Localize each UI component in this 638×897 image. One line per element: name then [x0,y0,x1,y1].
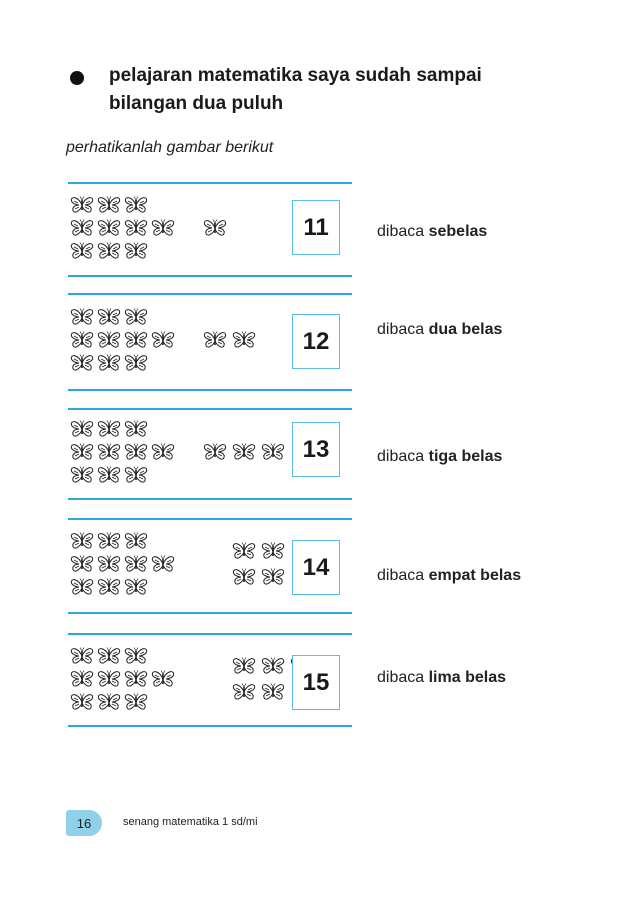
butterfly-icon [70,532,94,550]
reading-prefix: dibaca [377,669,425,686]
butterfly-group [68,633,288,728]
butterfly-icon [124,420,148,438]
reading-word: dua belas [428,321,503,338]
butterfly-icon [124,354,148,372]
number-reading [377,669,506,687]
reading-word: empat belas [428,567,522,584]
butterfly-icon [124,647,148,665]
number-row-15 [68,633,352,728]
butterfly-icon [124,331,148,349]
reading-prefix: dibaca [377,321,425,338]
page-number-badge [66,810,102,836]
butterfly-group [68,293,288,391]
page-number: 16 [76,815,92,831]
butterfly-icon [70,354,94,372]
butterfly-icon [70,196,94,214]
number-box: 12 [292,314,340,369]
butterfly-icon [97,219,121,237]
page-heading [109,62,482,118]
reading-prefix: dibaca [377,448,425,465]
butterfly-icon [97,196,121,214]
butterfly-icon [70,331,94,349]
butterfly-icon [97,242,121,260]
butterfly-icon [70,693,94,711]
butterfly-icon [124,308,148,326]
butterfly-icon [124,443,148,461]
butterfly-icon [70,466,94,484]
number-box: 11 [292,200,340,255]
butterfly-group [68,182,288,278]
butterfly-icon [70,578,94,596]
butterfly-icon [124,219,148,237]
butterfly-icon [97,443,121,461]
instruction-text: perhatikanlah gambar berikut [66,139,274,156]
butterfly-icon [124,578,148,596]
butterfly-group [68,518,288,614]
butterfly-icon [70,670,94,688]
number-reading [377,448,502,466]
butterfly-icon [203,331,227,349]
butterfly-icon [70,443,94,461]
butterfly-icon [97,693,121,711]
number-box: 14 [292,540,340,595]
butterfly-icon [70,219,94,237]
number-reading [377,321,502,339]
butterfly-icon [232,443,256,461]
butterfly-icon [97,647,121,665]
butterfly-icon [151,555,175,573]
butterfly-icon [261,568,285,586]
reading-prefix: dibaca [377,223,425,240]
book-title: senang matematika 1 sd/mi [123,816,258,828]
butterfly-icon [70,555,94,573]
butterfly-icon [261,542,285,560]
butterfly-icon [70,420,94,438]
butterfly-icon [261,657,285,675]
butterfly-icon [70,242,94,260]
butterfly-icon [124,670,148,688]
number-row-12 [68,293,352,391]
butterfly-icon [203,443,227,461]
butterfly-icon [124,242,148,260]
number-reading [377,223,487,241]
reading-word: lima belas [428,669,506,686]
butterfly-icon [261,683,285,701]
butterfly-group [68,408,288,500]
butterfly-icon [151,219,175,237]
butterfly-icon [97,578,121,596]
butterfly-icon [151,443,175,461]
butterfly-icon [124,466,148,484]
butterfly-icon [232,568,256,586]
butterfly-icon [97,532,121,550]
butterfly-icon [232,683,256,701]
number-box: 13 [292,422,340,477]
butterfly-icon [97,420,121,438]
butterfly-icon [203,219,227,237]
butterfly-icon [124,555,148,573]
number-row-14 [68,518,352,614]
butterfly-icon [97,555,121,573]
butterfly-icon [97,466,121,484]
number-row-11 [68,182,352,278]
butterfly-icon [70,308,94,326]
butterfly-icon [124,532,148,550]
butterfly-icon [261,443,285,461]
butterfly-icon [151,670,175,688]
butterfly-icon [97,670,121,688]
butterfly-icon [124,196,148,214]
bullet-icon [70,71,84,85]
reading-prefix: dibaca [377,567,425,584]
number-box: 15 [292,655,340,710]
number-reading [377,567,521,585]
butterfly-icon [232,657,256,675]
butterfly-icon [232,542,256,560]
butterfly-icon [232,331,256,349]
reading-word: sebelas [428,223,488,240]
butterfly-icon [124,693,148,711]
heading-line-2: bilangan dua puluh [109,93,284,114]
number-row-13 [68,408,352,500]
reading-word: tiga belas [428,448,503,465]
heading-line-1: pelajaran matematika saya sudah sampai [109,65,482,86]
butterfly-icon [97,308,121,326]
butterfly-icon [97,331,121,349]
butterfly-icon [70,647,94,665]
butterfly-icon [151,331,175,349]
butterfly-icon [97,354,121,372]
